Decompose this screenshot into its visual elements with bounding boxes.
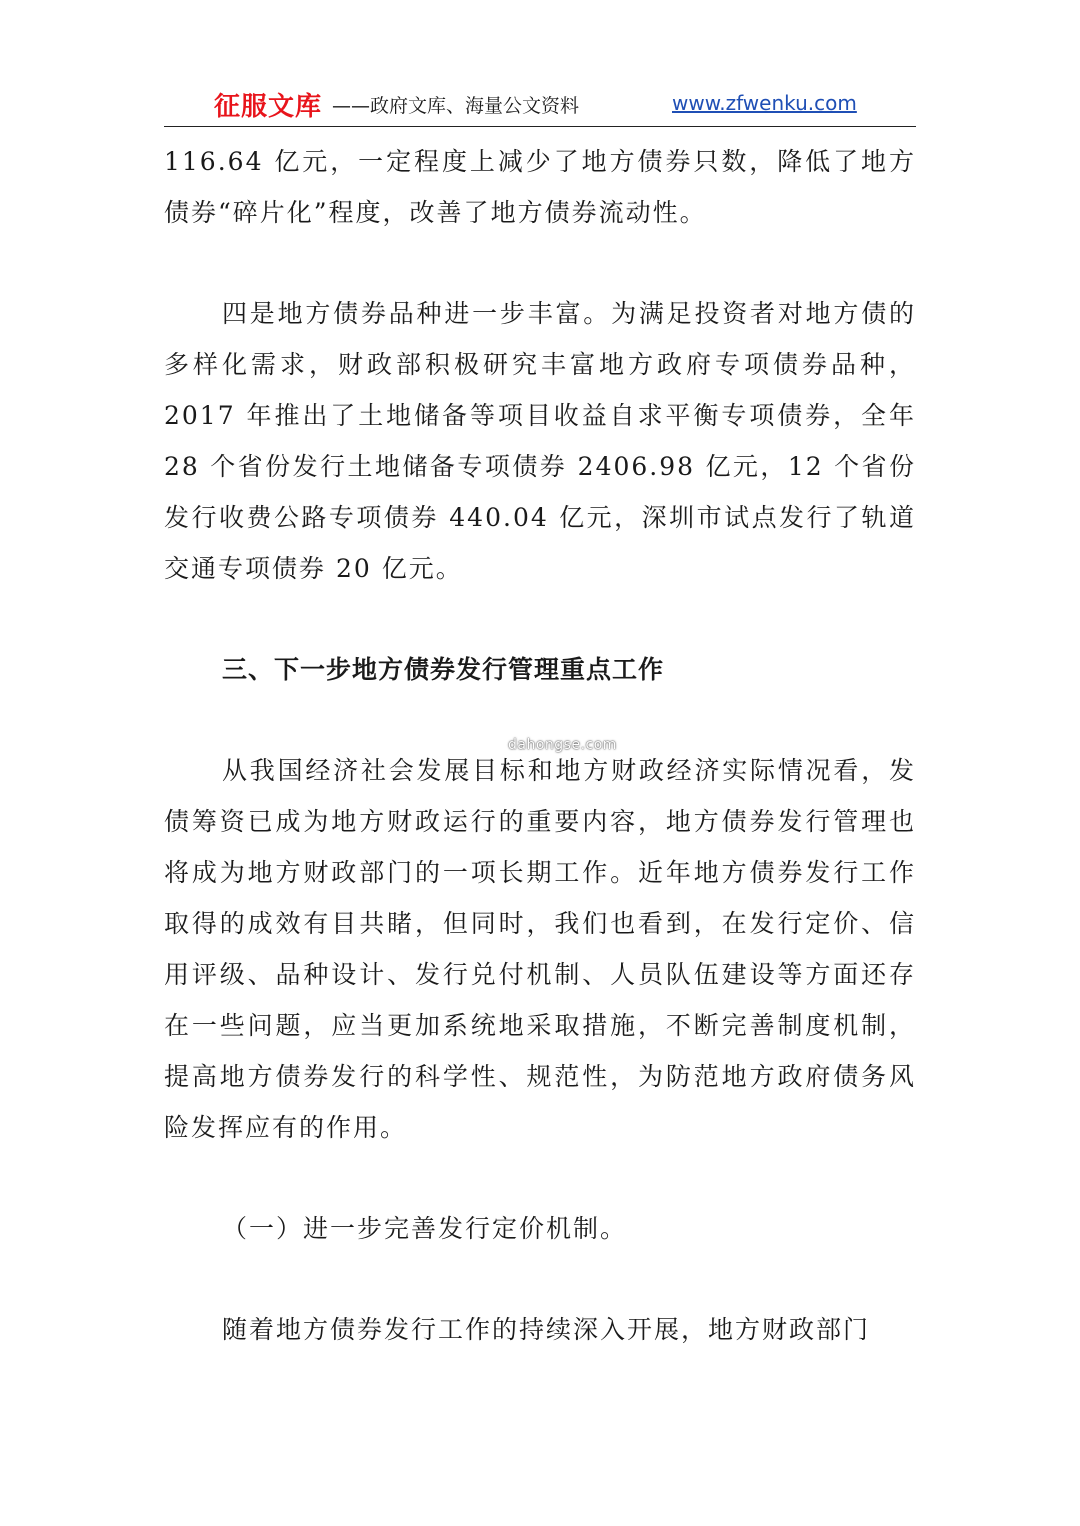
page-header <box>164 80 916 127</box>
paragraph-overview: 从我国经济社会发展目标和地方财政经济实际情况看，发债筹资已成为地方财政运行的重要内容，地方债券发行管理也将成为地方财政部门的一项长期工作。近年地方债券发行工作取得的成效有目共睹，但同时，我们也看到，在发行定价、信用评级、品种设计、发行兑付机制、人员队伍建设等方面还存在一些问题，应当更加系统地采取措施，不断完善制度机制，提高地方债券发行的科学性、规范性，为防范地方政府债务风险发挥应有的作用。 <box>164 756 916 1142</box>
paragraph-continuation: 116.64 亿元，一定程度上减少了地方债券只数，降低了地方债券“碎片化”程度，改善了地方债券流动性。 <box>164 147 916 227</box>
paragraph-bond-varieties: 四是地方债券品种进一步丰富。为满足投资者对地方债的多样化需求，财政部积极研究丰富地方政府专项债券品种，2017 年推出了土地储备等项目收益自求平衡专项债券，全年 28 个省份发行土地储备专项债券 2406.98 亿元，12 个省份发行收费公路专项债券 440.04 亿元，深圳市试点发行了轨道交通专项债券 20 亿元。 <box>164 299 916 583</box>
brand-logo-text: 征服文库 <box>214 92 323 122</box>
subsection-heading: （一）进一步完善发行定价机制。 <box>222 1214 628 1243</box>
header-tagline: ——政府文库、海量公文资料 <box>332 95 580 117</box>
paragraph-final: 随着地方债券发行工作的持续深入开展，地方财政部门 <box>222 1315 871 1344</box>
section-heading: 三、下一步地方债券发行管理重点工作 <box>222 655 665 684</box>
watermark-text: dahongse.com <box>508 737 617 753</box>
site-url-link[interactable]: www.zfwenku.com <box>672 91 857 115</box>
